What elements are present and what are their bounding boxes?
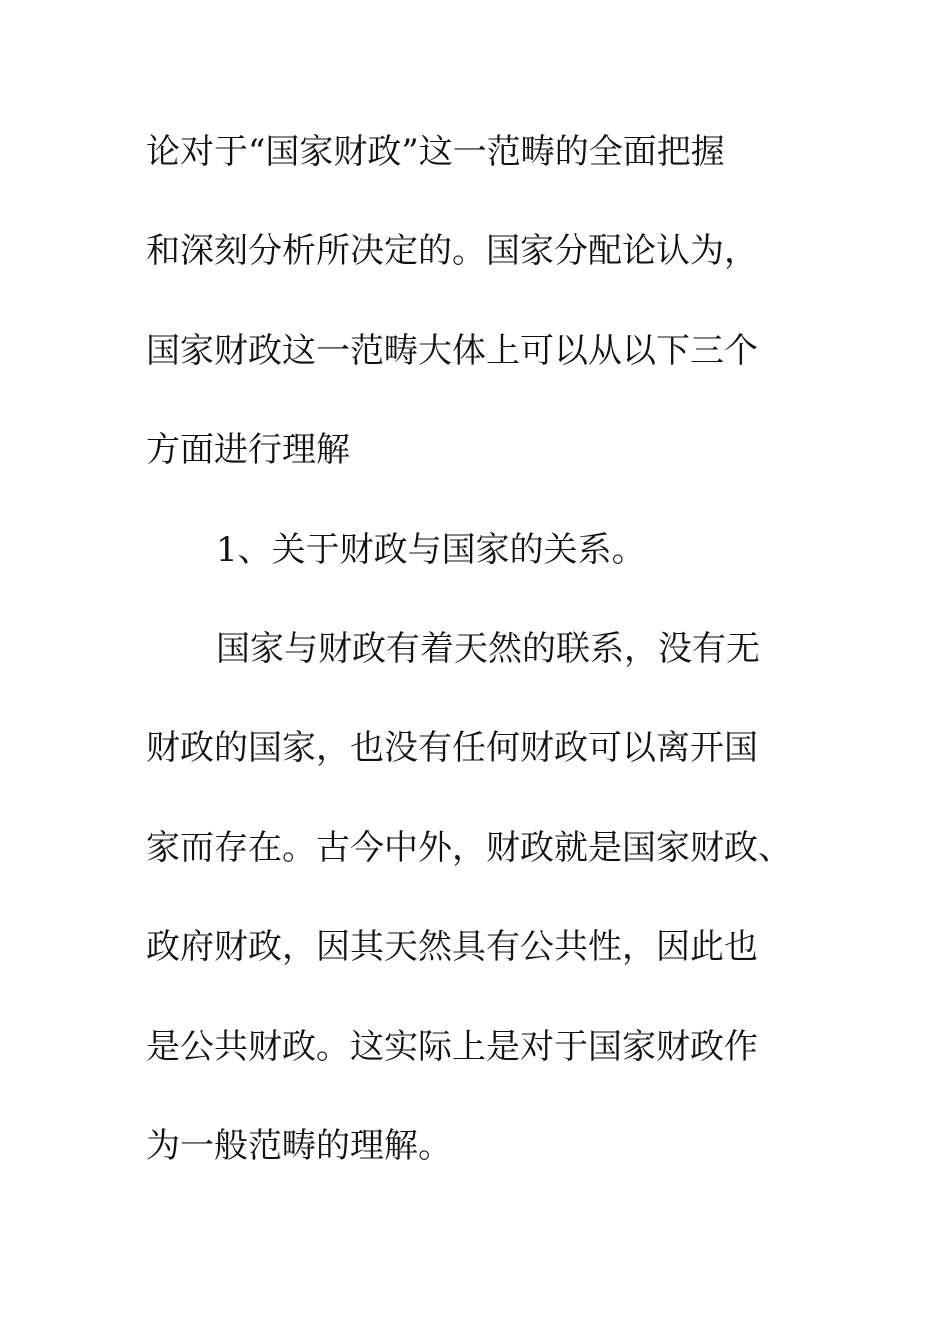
section-heading: 1、关于财政与国家的关系。 — [216, 530, 646, 570]
text-line: 家而存在。古今中外，财政就是国家财政、 — [146, 828, 792, 868]
text-line: 和深刻分析所决定的。国家分配论认为， — [146, 231, 758, 271]
text-line: 为一般范畴的理解。 — [146, 1126, 452, 1166]
text-line: 是公共财政。这实际上是对于国家财政作 — [146, 1027, 758, 1067]
text-line: 国家与财政有着天然的联系，没有无 — [216, 629, 760, 669]
text-line: 论对于“国家财政”这一范畴的全面把握 — [146, 132, 725, 172]
text-line: 政府财政，因其天然具有公共性，因此也 — [146, 927, 758, 967]
text-line: 方面进行理解 — [146, 430, 350, 470]
text-line: 国家财政这一范畴大体上可以从以下三个 — [146, 331, 758, 371]
text-line: 财政的国家，也没有任何财政可以离开国 — [146, 728, 758, 768]
